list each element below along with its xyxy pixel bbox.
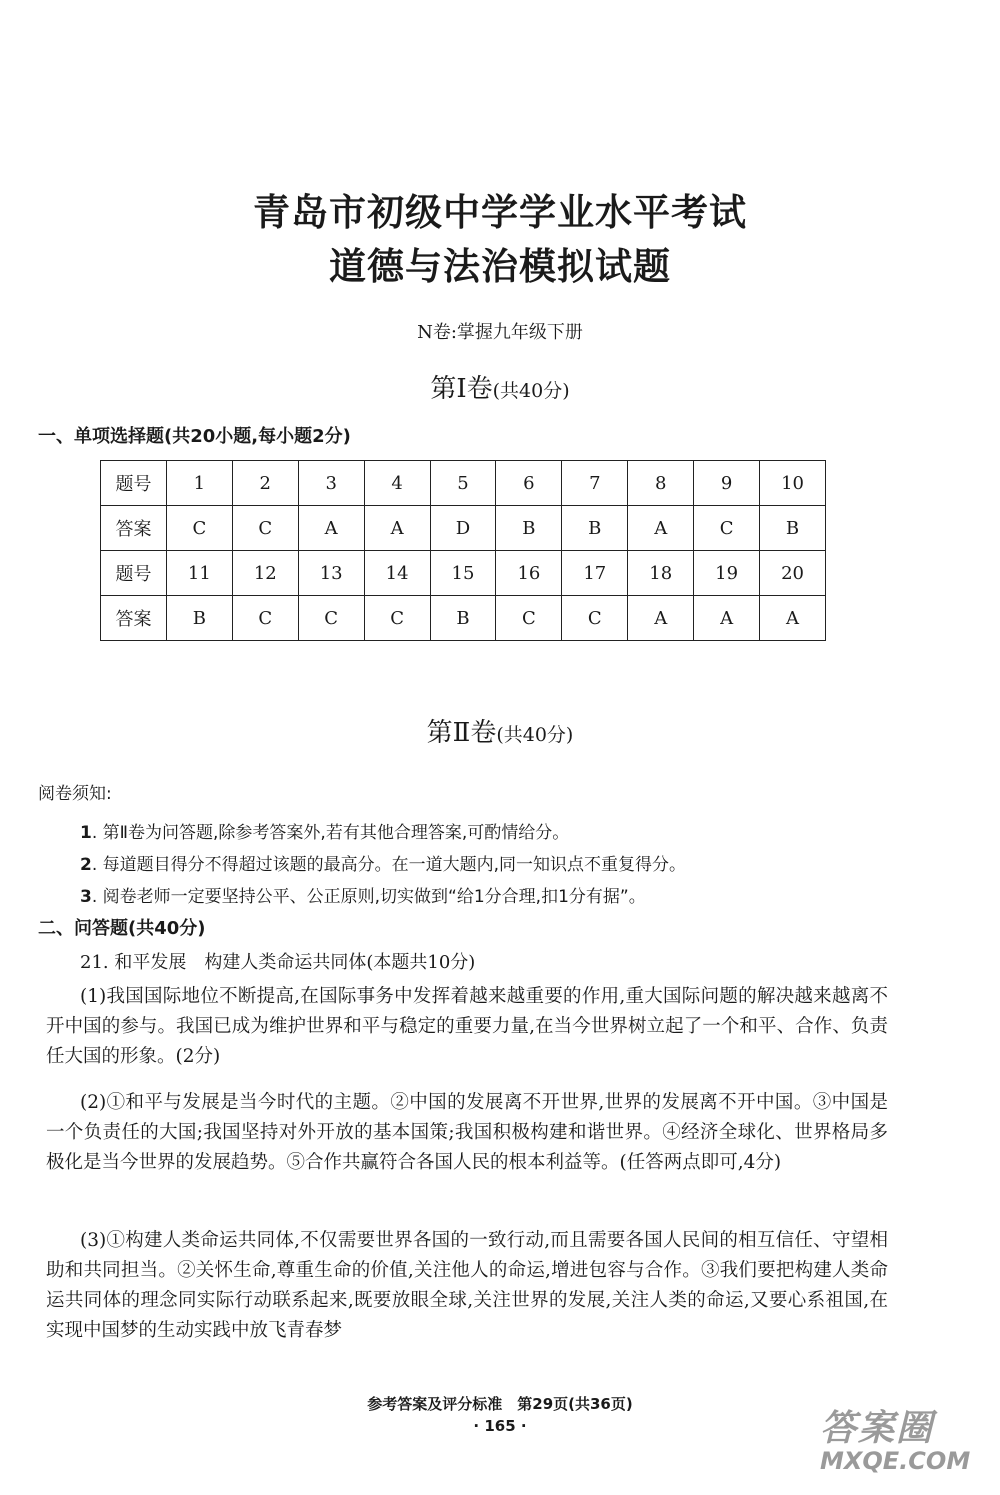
answer-paragraph-1: (1)我国国际地位不断提高,在国际事务中发挥着越来越重要的作用,重大国际问题的解决越来越离不开中国的参与。我国已成为维护世界和平与稳定的重要力量,在当今世界树立起了一个和平、合作、负责任大国的形象。(2分) — [46, 986, 888, 1067]
watermark-logo — [820, 1400, 990, 1490]
question-number: 20 — [760, 551, 826, 596]
question-number: 15 — [430, 551, 496, 596]
doc-title-line2: 道德与法治模拟试题 — [329, 245, 671, 288]
answer-cell: A — [298, 506, 364, 551]
answer-cell: C — [694, 506, 760, 551]
rule-text: . 每道题目得分不得超过该题的最高分。在一道大题内,同一知识点不重复得分。 — [91, 855, 687, 875]
table-row-answers-1 — [101, 506, 826, 551]
page-number: · 165 · — [473, 1417, 527, 1435]
table-row-answers-2 — [101, 596, 826, 641]
watermark-line1: 答案圈 — [820, 1408, 935, 1449]
table-row-numbers-1 — [101, 461, 826, 506]
page-footer: 参考答案及评分标准 第29页(共36页) — [367, 1395, 633, 1413]
answer-cell: B — [562, 506, 628, 551]
row-label: 题号 — [101, 461, 167, 506]
watermark-line2: MXQE.COM — [820, 1447, 971, 1475]
row-label: 答案 — [101, 596, 167, 641]
answer-cell: A — [628, 596, 694, 641]
grading-rule-1 — [80, 818, 569, 843]
question-number: 6 — [496, 461, 562, 506]
question-number: 9 — [694, 461, 760, 506]
section2-title: 二、问答题(共40分) — [38, 918, 206, 939]
question-number: 3 — [298, 461, 364, 506]
doc-title-line1: 青岛市初级中学学业水平考试 — [253, 191, 747, 234]
rule-number: 3 — [80, 887, 92, 907]
answer-cell: C — [232, 596, 298, 641]
answer-cell: A — [760, 596, 826, 641]
rule-text: . 阅卷老师一定要坚持公平、公正原则,切实做到“给1分合理,扣1分有据”。 — [91, 887, 646, 907]
rule-text: . 第Ⅱ卷为问答题,除参考答案外,若有其他合理答案,可酌情给分。 — [91, 823, 570, 843]
answer-cell: B — [496, 506, 562, 551]
answer-cell: C — [232, 506, 298, 551]
answer-cell: A — [364, 506, 430, 551]
part1-heading-label: 第Ⅰ卷 — [430, 374, 493, 404]
answer-cell: A — [628, 506, 694, 551]
question-number: 5 — [430, 461, 496, 506]
part2-heading — [0, 712, 1000, 749]
question-number: 18 — [628, 551, 694, 596]
question-number: 12 — [232, 551, 298, 596]
question-number: 19 — [694, 551, 760, 596]
answer-cell: C — [364, 596, 430, 641]
grading-rule-2 — [80, 850, 686, 875]
rule-number: 2 — [80, 855, 92, 875]
question-number: 14 — [364, 551, 430, 596]
answer-table — [100, 460, 826, 641]
question-21-title: 21. 和平发展 构建人类命运共同体(本题共10分) — [80, 952, 476, 973]
part1-heading-points: (共40分) — [492, 380, 570, 402]
grading-notice-title: 阅卷须知: — [38, 784, 112, 804]
question-number: 4 — [364, 461, 430, 506]
question-number: 7 — [562, 461, 628, 506]
rule-number: 1 — [80, 823, 92, 843]
answer-cell: C — [166, 506, 232, 551]
answer-cell: C — [562, 596, 628, 641]
question-number: 10 — [760, 461, 826, 506]
question-number: 13 — [298, 551, 364, 596]
answer-cell: C — [496, 596, 562, 641]
section1-title: 一、单项选择题(共20小题,每小题2分) — [38, 426, 351, 447]
answer-cell: C — [298, 596, 364, 641]
row-label: 答案 — [101, 506, 167, 551]
answer-paragraph-3: (3)①构建人类命运共同体,不仅需要世界各国的一致行动,而且需要各国人民间的相互信任、守望相助和共同担当。②关怀生命,尊重生命的价值,关注他人的命运,增进包容与合作。③我们要把构建人类命运共同体的理念同实际行动联系起来,既要放眼全球,关注世界的发展,关注人类的命运,又要心系祖国,在实现中国梦的生动实践中放飞青春梦 — [46, 1230, 888, 1341]
question-number: 8 — [628, 461, 694, 506]
question-number: 11 — [166, 551, 232, 596]
question-number: 17 — [562, 551, 628, 596]
part2-heading-label: 第Ⅱ卷 — [426, 718, 497, 748]
answer-cell: B — [166, 596, 232, 641]
question-number: 1 — [166, 461, 232, 506]
answer-cell: A — [694, 596, 760, 641]
question-number: 2 — [232, 461, 298, 506]
table-row-numbers-2 — [101, 551, 826, 596]
part2-heading-points: (共40分) — [496, 724, 574, 746]
answer-cell: D — [430, 506, 496, 551]
question-number: 16 — [496, 551, 562, 596]
grading-rule-3 — [80, 882, 646, 907]
answer-paragraph-2: (2)①和平与发展是当今时代的主题。②中国的发展离不开世界,世界的发展离不开中国。③中国是一个负责任的大国;我国坚持对外开放的基本国策;我国积极构建和谐世界。④经济全球化、世界格局多极化是当今世界的发展趋势。⑤合作共赢符合各国人民的根本利益等。(任答两点即可,4分) — [46, 1092, 888, 1173]
row-label: 题号 — [101, 551, 167, 596]
part1-heading — [0, 368, 1000, 405]
answer-cell: B — [760, 506, 826, 551]
answer-cell: B — [430, 596, 496, 641]
doc-subtitle: N卷:掌握九年级下册 — [417, 322, 583, 343]
